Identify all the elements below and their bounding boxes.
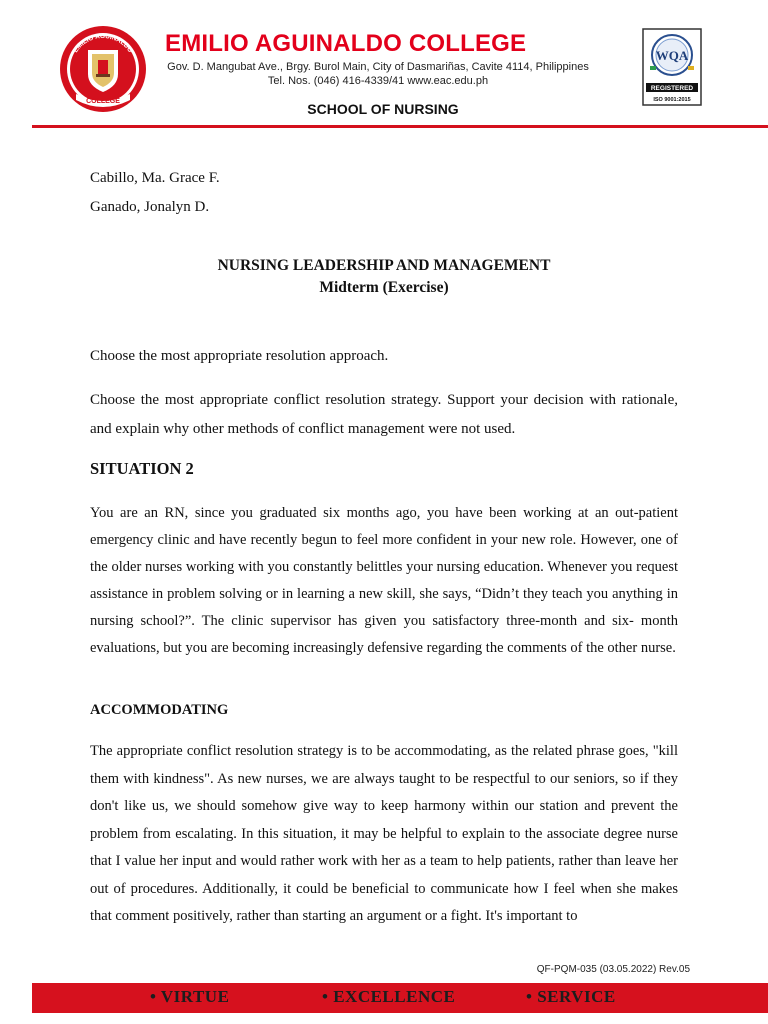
core-values-footer	[32, 983, 768, 1013]
address-line-1: Gov. D. Mangubat Ave., Brgy. Burol Main, City of Dasmariñas, Cavite 4114, Philippines	[167, 61, 589, 73]
situation-body: You are an RN, since you graduated six months ago, you have been working at an out-patient emergency clinic and have recently begun to feel more confident in your new role. However, one of the older nurses working with you constantly belittles your nursing education. Whenever you request assistance in problem solving or in learning a new skill, she says, “Didn’t they teach you anything in nursing school?”. The clinic supervisor has given you satisfactory three-month and six- month evaluations, but you are becoming increasingly defensive regarding the comments of the other nurse.	[90, 505, 678, 656]
college-name: EMILIO AGUINALDO COLLEGE	[165, 30, 527, 57]
iso-standard-text: ISO 9001:2015	[653, 97, 691, 103]
college-address	[158, 60, 598, 88]
answer-body: The appropriate conflict resolution strategy is to be accommodating, as the related phrase goes, "kill them with kindness". As new nurses, we are always taught to be respectful to our seniors, so if they don't like us, we should somehow give way to keep harmony within our station and prevent the problem from escalating. In this situation, it may be helpful to explain to the associate degree nurse that I value her input and would rather work with her as a team to help patients, rather than leave her out of procedures. Additionally, it could be beneficial to communicate how I feel when she makes that comment positively, rather than starting an argument or a fight. It's important to	[90, 743, 678, 924]
iso-certification-badge	[642, 28, 702, 106]
exam-subtitle: Midterm (Exercise)	[319, 279, 449, 296]
author-name: Ganado, Jonalyn D.	[90, 199, 210, 215]
answer-heading: ACCOMMODATING	[90, 702, 229, 718]
author-list	[90, 164, 678, 222]
school-name: SCHOOL OF NURSING	[307, 101, 459, 117]
address-line-2: Tel. Nos. (046) 416-4339/41 www.eac.edu.ph	[267, 75, 489, 87]
iso-logo-text: WQA	[655, 48, 689, 63]
college-seal-logo	[58, 24, 148, 114]
value-service: • SERVICE	[526, 987, 616, 1006]
value-virtue: • VIRTUE	[150, 987, 230, 1006]
situation-heading: SITUATION 2	[90, 459, 194, 478]
course-title: NURSING LEADERSHIP AND MANAGEMENT	[217, 257, 551, 274]
instruction-paragraph-1: Choose the most appropriate resolution approach.	[90, 348, 389, 364]
seal-text-top: EMILIO AGUINALDO	[72, 32, 134, 55]
instruction-paragraph-2: Choose the most appropriate conflict resolution strategy. Support your decision with rationale, and explain why other methods of conflict management were not used.	[90, 392, 678, 437]
author-name: Cabillo, Ma. Grace F.	[90, 170, 220, 186]
iso-registered-text: REGISTERED	[650, 85, 694, 92]
seal-text-bottom: COLLEGE	[86, 98, 120, 105]
header-divider	[32, 125, 768, 128]
form-code: QF-PQM-035 (03.05.2022) Rev.05	[536, 964, 690, 975]
letterhead	[0, 0, 768, 130]
value-excellence: • EXCELLENCE	[322, 987, 456, 1006]
document-title	[90, 255, 678, 299]
